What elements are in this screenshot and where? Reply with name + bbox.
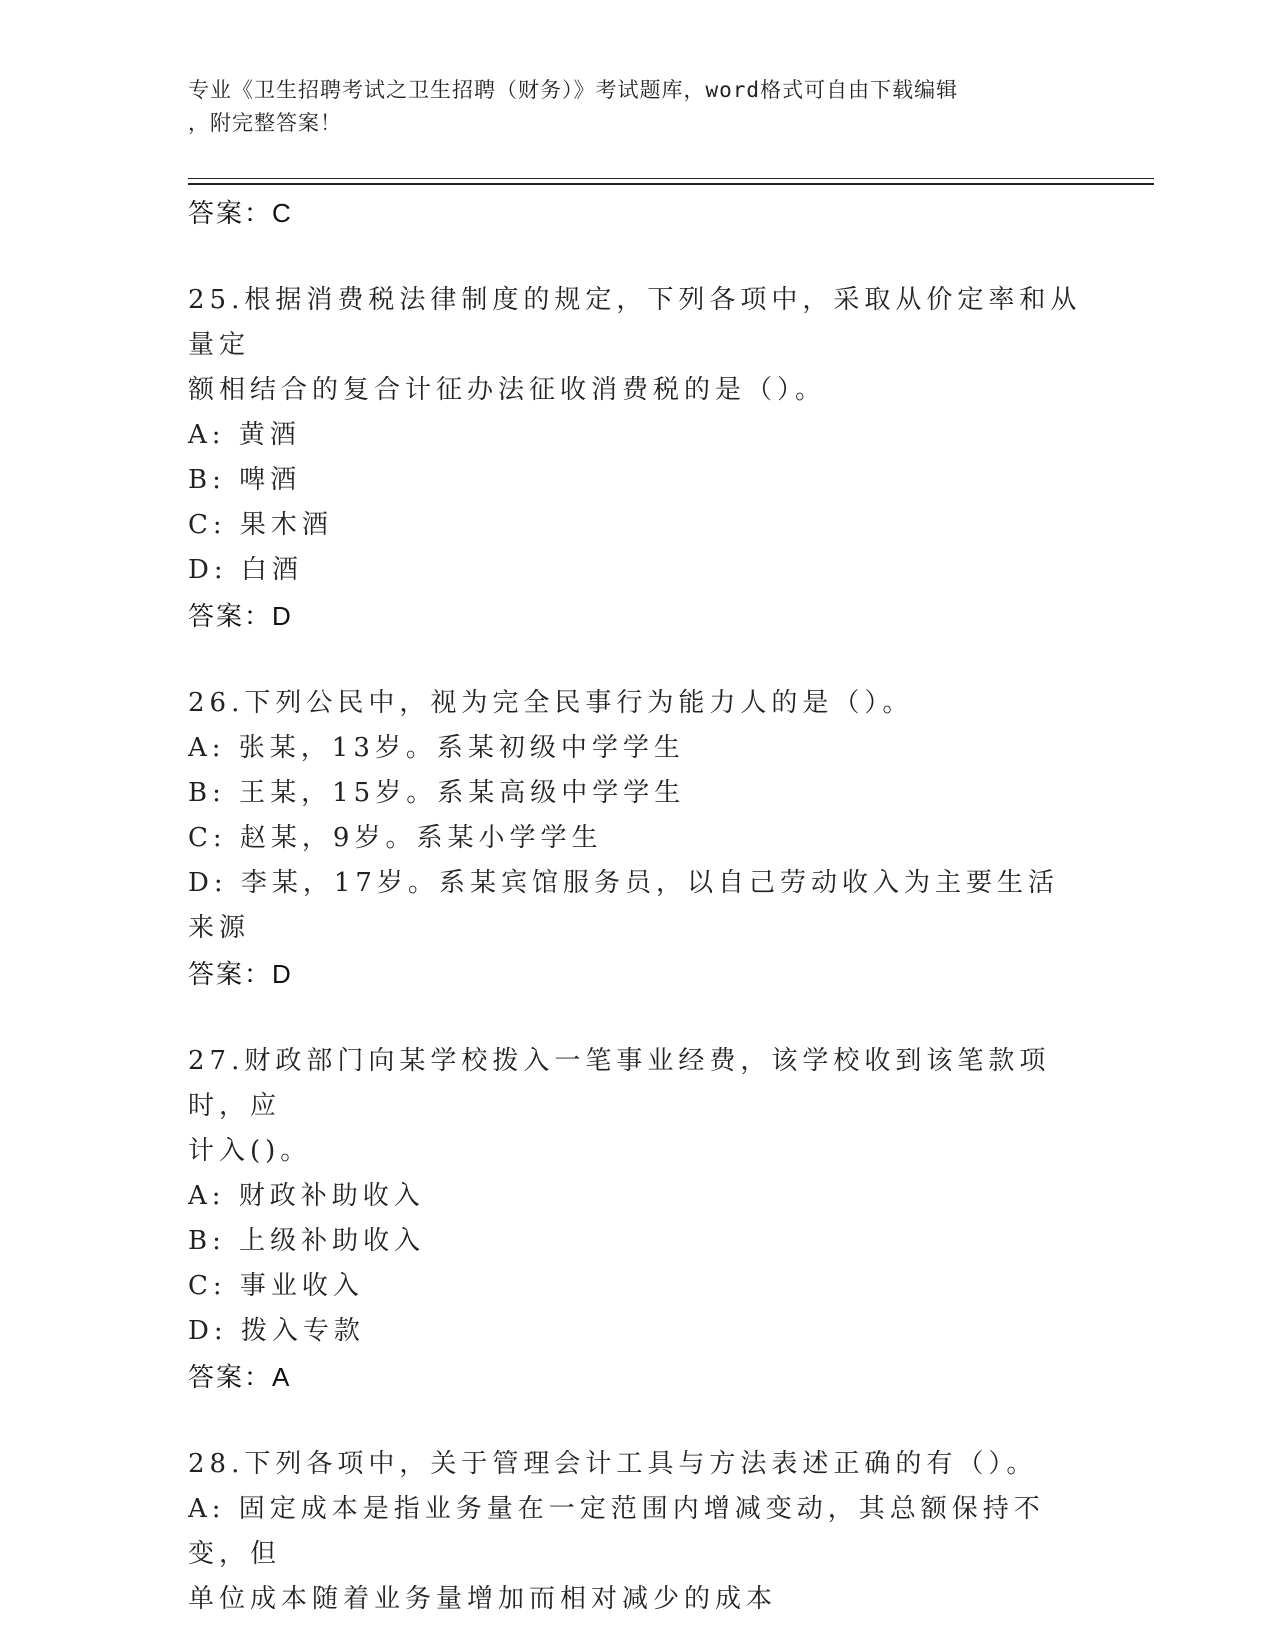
- option-b: B: 啤酒: [188, 465, 302, 495]
- previous-answer: 答案：C: [188, 198, 293, 228]
- spacer: [188, 236, 1088, 278]
- question-stem-line: 25.根据消费税法律制度的规定，下列各项中，采取从价定率和从量定: [188, 285, 1082, 360]
- option-a: A: 张某，13岁。系某初级中学学生: [188, 733, 685, 763]
- header-rule-thick: [188, 183, 1154, 185]
- header-rule-thin: [188, 178, 1154, 179]
- question-stem-line: 27.财政部门向某学校拨入一笔事业经费，该学校收到该笔款项时，应: [188, 1046, 1051, 1121]
- header-line-2: ，附完整答案！: [188, 111, 342, 135]
- spacer: [188, 997, 1088, 1039]
- question-stem-line: 额相结合的复合计征办法征收消费税的是（）。: [188, 375, 827, 405]
- answer-line: 答案：D: [188, 959, 293, 989]
- question-25: [188, 278, 1088, 639]
- option-a: A: 黄酒: [188, 420, 301, 450]
- spacer: [188, 639, 1088, 681]
- option-d: D: 李某，17岁。系某宾馆服务员，以自己劳动收入为主要生活来源: [188, 868, 1059, 943]
- question-27: [188, 1039, 1088, 1400]
- option-b: B: 王某，15岁。系某高级中学学生: [188, 778, 686, 808]
- option-c: C: 果木酒: [188, 510, 333, 540]
- question-26: [188, 681, 1088, 997]
- question-stem-line: 计入()。: [188, 1136, 312, 1166]
- option-c: C: 事业收入: [188, 1271, 364, 1301]
- option-a: A: 固定成本是指业务量在一定范围内增减变动，其总额保持不变，但: [188, 1494, 1045, 1569]
- option-b: B: 上级补助收入: [188, 1226, 426, 1256]
- spacer: [188, 1400, 1088, 1442]
- question-list: [188, 190, 1088, 1622]
- header-line-1: 专业《卫生招聘考试之卫生招聘（财务）》考试题库，word格式可自由下载编辑: [188, 78, 959, 102]
- option-d: D: 拨入专款: [188, 1316, 365, 1346]
- answer-line: 答案：A: [188, 1362, 292, 1392]
- question-28: [188, 1442, 1088, 1622]
- option-d: D: 白酒: [188, 555, 303, 585]
- option-c: C: 赵某，9岁。系某小学学生: [188, 823, 603, 853]
- option-a-continued: 单位成本随着业务量增加而相对减少的成本: [188, 1584, 778, 1614]
- answer-line: 答案：D: [188, 601, 293, 631]
- question-stem-line: 28.下列各项中，关于管理会计工具与方法表述正确的有（）。: [188, 1449, 1038, 1479]
- option-a: A: 财政补助收入: [188, 1181, 425, 1211]
- question-stem-line: 26.下列公民中，视为完全民事行为能力人的是（）。: [188, 688, 914, 718]
- page-header: [188, 74, 1068, 140]
